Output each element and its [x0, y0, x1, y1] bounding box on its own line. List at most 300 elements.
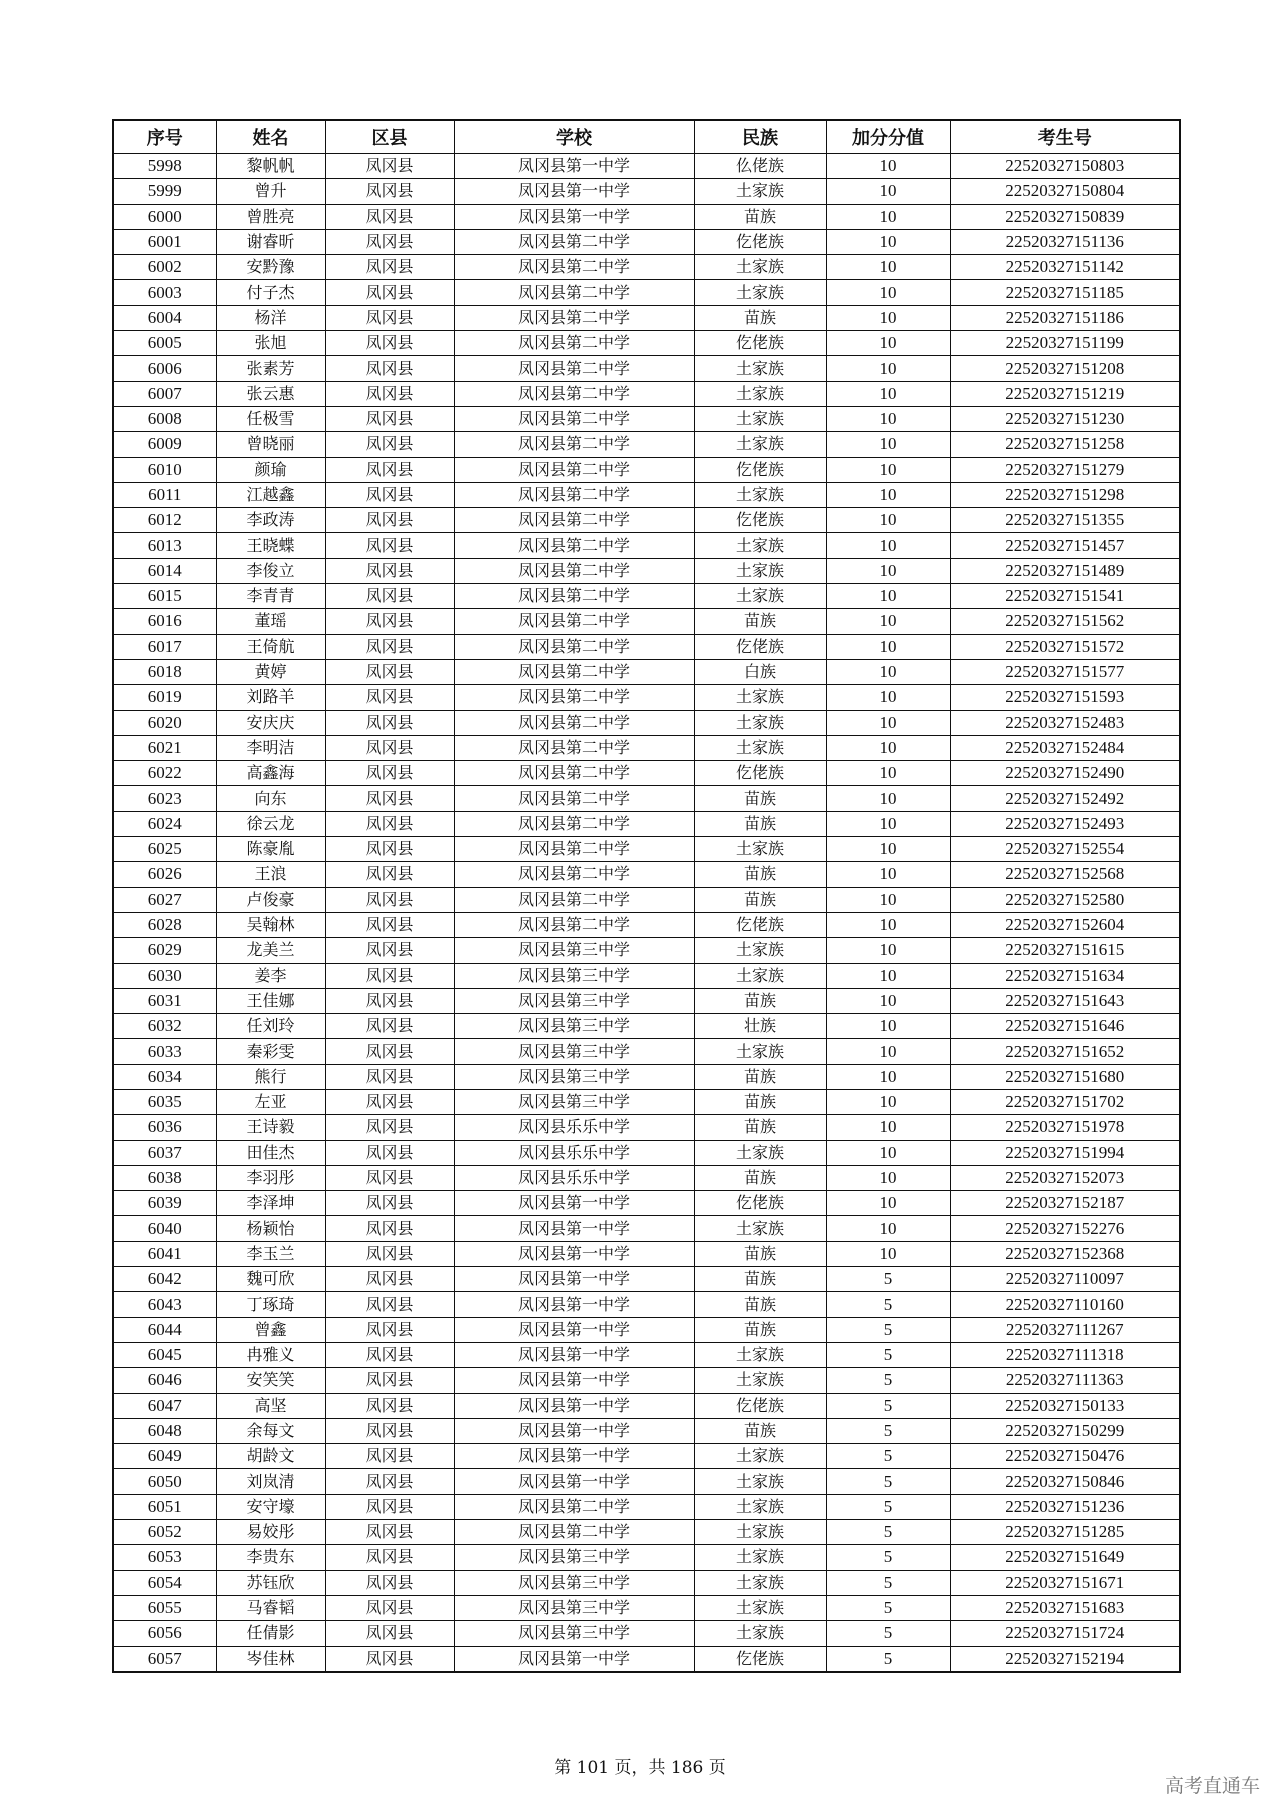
cell-exam-number: 22520327151230	[950, 406, 1180, 431]
cell-exam-number: 22520327151978	[950, 1115, 1180, 1140]
cell-exam-number: 22520327151236	[950, 1494, 1180, 1519]
cell-name: 熊行	[216, 1064, 325, 1089]
cell-bonus-points: 10	[826, 280, 950, 305]
cell-name: 高鑫海	[216, 761, 325, 786]
cell-school: 凤冈县第二中学	[454, 685, 694, 710]
cell-name: 左亚	[216, 1089, 325, 1114]
cell-county: 凤冈县	[325, 584, 454, 609]
cell-school: 凤冈县第一中学	[454, 1444, 694, 1469]
cell-exam-number: 22520327151652	[950, 1039, 1180, 1064]
cell-school: 凤冈县第三中学	[454, 1595, 694, 1620]
cell-bonus-points: 10	[826, 685, 950, 710]
cell-ethnicity: 土家族	[694, 1368, 826, 1393]
cell-name: 秦彩雯	[216, 1039, 325, 1064]
cell-ethnicity: 白族	[694, 659, 826, 684]
table-row	[113, 761, 1180, 786]
cell-school: 凤冈县第一中学	[454, 179, 694, 204]
header-index: 序号	[113, 120, 216, 154]
table-row	[113, 963, 1180, 988]
cell-county: 凤冈县	[325, 685, 454, 710]
table-row	[113, 837, 1180, 862]
cell-name: 王浪	[216, 862, 325, 887]
cell-index: 6044	[113, 1317, 216, 1342]
cell-bonus-points: 5	[826, 1595, 950, 1620]
cell-exam-number: 22520327151541	[950, 584, 1180, 609]
cell-bonus-points: 10	[826, 356, 950, 381]
cell-bonus-points: 10	[826, 432, 950, 457]
header-county: 区县	[325, 120, 454, 154]
table-row	[113, 1418, 1180, 1443]
cell-name: 安黔豫	[216, 255, 325, 280]
cell-index: 6021	[113, 735, 216, 760]
cell-school: 凤冈县第一中学	[454, 1267, 694, 1292]
cell-bonus-points: 10	[826, 533, 950, 558]
table-row	[113, 280, 1180, 305]
cell-school: 凤冈县第二中学	[454, 381, 694, 406]
cell-ethnicity: 土家族	[694, 432, 826, 457]
cell-ethnicity: 苗族	[694, 1267, 826, 1292]
cell-ethnicity: 壮族	[694, 1014, 826, 1039]
cell-bonus-points: 10	[826, 634, 950, 659]
cell-county: 凤冈县	[325, 1241, 454, 1266]
cell-exam-number: 22520327150133	[950, 1393, 1180, 1418]
cell-county: 凤冈县	[325, 1570, 454, 1595]
cell-index: 6032	[113, 1014, 216, 1039]
cell-county: 凤冈县	[325, 1621, 454, 1646]
cell-index: 5999	[113, 179, 216, 204]
cell-school: 凤冈县第二中学	[454, 761, 694, 786]
cell-name: 安庆庆	[216, 710, 325, 735]
cell-exam-number: 22520327151208	[950, 356, 1180, 381]
cell-exam-number: 22520327150299	[950, 1418, 1180, 1443]
cell-bonus-points: 10	[826, 1014, 950, 1039]
cell-index: 6037	[113, 1140, 216, 1165]
cell-exam-number: 22520327151489	[950, 558, 1180, 583]
cell-ethnicity: 苗族	[694, 1165, 826, 1190]
cell-bonus-points: 10	[826, 659, 950, 684]
cell-index: 5998	[113, 154, 216, 179]
cell-county: 凤冈县	[325, 229, 454, 254]
cell-bonus-points: 10	[826, 710, 950, 735]
cell-county: 凤冈县	[325, 1342, 454, 1367]
cell-bonus-points: 10	[826, 1241, 950, 1266]
cell-exam-number: 22520327151671	[950, 1570, 1180, 1595]
cell-bonus-points: 5	[826, 1545, 950, 1570]
cell-name: 李俊立	[216, 558, 325, 583]
cell-exam-number: 22520327151702	[950, 1089, 1180, 1114]
table-row	[113, 331, 1180, 356]
table-row	[113, 1241, 1180, 1266]
cell-name: 冉雅义	[216, 1342, 325, 1367]
cell-exam-number: 22520327151643	[950, 988, 1180, 1013]
cell-ethnicity: 苗族	[694, 204, 826, 229]
header-ethnicity: 民族	[694, 120, 826, 154]
table-row	[113, 1545, 1180, 1570]
cell-school: 凤冈县第二中学	[454, 1494, 694, 1519]
table-row	[113, 811, 1180, 836]
cell-ethnicity: 苗族	[694, 1089, 826, 1114]
cell-bonus-points: 10	[826, 331, 950, 356]
cell-ethnicity: 苗族	[694, 1115, 826, 1140]
table-row	[113, 887, 1180, 912]
cell-name: 丁琢琦	[216, 1292, 325, 1317]
cell-exam-number: 22520327111363	[950, 1368, 1180, 1393]
table-row	[113, 356, 1180, 381]
cell-index: 6028	[113, 912, 216, 937]
cell-index: 6056	[113, 1621, 216, 1646]
cell-name: 易姣彤	[216, 1520, 325, 1545]
table-row	[113, 1014, 1180, 1039]
cell-name: 张素芳	[216, 356, 325, 381]
cell-index: 6025	[113, 837, 216, 862]
cell-index: 6008	[113, 406, 216, 431]
cell-bonus-points: 10	[826, 457, 950, 482]
cell-index: 6010	[113, 457, 216, 482]
cell-ethnicity: 苗族	[694, 609, 826, 634]
cell-school: 凤冈县第二中学	[454, 432, 694, 457]
cell-county: 凤冈县	[325, 988, 454, 1013]
cell-exam-number: 22520327151572	[950, 634, 1180, 659]
cell-exam-number: 22520327151285	[950, 1520, 1180, 1545]
cell-bonus-points: 10	[826, 963, 950, 988]
cell-exam-number: 22520327150476	[950, 1444, 1180, 1469]
table-row	[113, 609, 1180, 634]
cell-bonus-points: 5	[826, 1621, 950, 1646]
cell-ethnicity: 土家族	[694, 685, 826, 710]
cell-index: 6018	[113, 659, 216, 684]
cell-county: 凤冈县	[325, 482, 454, 507]
cell-index: 6030	[113, 963, 216, 988]
cell-school: 凤冈县第二中学	[454, 659, 694, 684]
cell-name: 李明洁	[216, 735, 325, 760]
table-row	[113, 1520, 1180, 1545]
cell-school: 凤冈县第一中学	[454, 1191, 694, 1216]
cell-ethnicity: 土家族	[694, 938, 826, 963]
cell-county: 凤冈县	[325, 1545, 454, 1570]
cell-county: 凤冈县	[325, 1039, 454, 1064]
cell-bonus-points: 5	[826, 1520, 950, 1545]
cell-name: 李青青	[216, 584, 325, 609]
cell-exam-number: 22520327151219	[950, 381, 1180, 406]
cell-exam-number: 22520327152368	[950, 1241, 1180, 1266]
cell-county: 凤冈县	[325, 887, 454, 912]
cell-exam-number: 22520327151186	[950, 305, 1180, 330]
cell-name: 姜李	[216, 963, 325, 988]
cell-exam-number: 22520327152276	[950, 1216, 1180, 1241]
cell-exam-number: 22520327110097	[950, 1267, 1180, 1292]
cell-county: 凤冈县	[325, 1520, 454, 1545]
table-row	[113, 482, 1180, 507]
cell-bonus-points: 5	[826, 1342, 950, 1367]
cell-bonus-points: 10	[826, 761, 950, 786]
cell-exam-number: 22520327152490	[950, 761, 1180, 786]
table-row	[113, 305, 1180, 330]
cell-index: 6019	[113, 685, 216, 710]
header-bonus-points: 加分分值	[826, 120, 950, 154]
cell-exam-number: 22520327151994	[950, 1140, 1180, 1165]
table-row	[113, 1191, 1180, 1216]
cell-bonus-points: 10	[826, 1115, 950, 1140]
cell-school: 凤冈县第二中学	[454, 786, 694, 811]
cell-index: 6011	[113, 482, 216, 507]
cell-name: 李贵东	[216, 1545, 325, 1570]
cell-bonus-points: 5	[826, 1368, 950, 1393]
cell-school: 凤冈县第三中学	[454, 963, 694, 988]
cell-ethnicity: 土家族	[694, 482, 826, 507]
cell-name: 龙美兰	[216, 938, 325, 963]
cell-county: 凤冈县	[325, 255, 454, 280]
cell-exam-number: 22520327151680	[950, 1064, 1180, 1089]
cell-exam-number: 22520327150804	[950, 179, 1180, 204]
cell-ethnicity: 苗族	[694, 1292, 826, 1317]
cell-school: 凤冈县乐乐中学	[454, 1115, 694, 1140]
cell-county: 凤冈县	[325, 938, 454, 963]
cell-school: 凤冈县第三中学	[454, 938, 694, 963]
cell-ethnicity: 土家族	[694, 837, 826, 862]
cell-county: 凤冈县	[325, 1165, 454, 1190]
cell-index: 6023	[113, 786, 216, 811]
cell-county: 凤冈县	[325, 1444, 454, 1469]
cell-exam-number: 22520327152484	[950, 735, 1180, 760]
cell-exam-number: 22520327151355	[950, 508, 1180, 533]
cell-bonus-points: 5	[826, 1646, 950, 1672]
cell-bonus-points: 10	[826, 735, 950, 760]
cell-name: 苏钰欣	[216, 1570, 325, 1595]
cell-exam-number: 22520327151683	[950, 1595, 1180, 1620]
cell-county: 凤冈县	[325, 1267, 454, 1292]
cell-county: 凤冈县	[325, 406, 454, 431]
cell-ethnicity: 土家族	[694, 1545, 826, 1570]
cell-school: 凤冈县第二中学	[454, 887, 694, 912]
cell-name: 王晓蝶	[216, 533, 325, 558]
cell-school: 凤冈县第一中学	[454, 1469, 694, 1494]
cell-ethnicity: 土家族	[694, 710, 826, 735]
cell-school: 凤冈县第一中学	[454, 154, 694, 179]
table-row	[113, 229, 1180, 254]
table-row	[113, 938, 1180, 963]
cell-school: 凤冈县第一中学	[454, 1317, 694, 1342]
cell-bonus-points: 5	[826, 1570, 950, 1595]
cell-name: 田佳杰	[216, 1140, 325, 1165]
cell-ethnicity: 苗族	[694, 1241, 826, 1266]
cell-county: 凤冈县	[325, 1089, 454, 1114]
cell-index: 6045	[113, 1342, 216, 1367]
cell-county: 凤冈县	[325, 1064, 454, 1089]
cell-name: 余每文	[216, 1418, 325, 1443]
cell-county: 凤冈县	[325, 1646, 454, 1672]
cell-exam-number: 22520327151457	[950, 533, 1180, 558]
cell-index: 6020	[113, 710, 216, 735]
table-row	[113, 558, 1180, 583]
cell-exam-number: 22520327151199	[950, 331, 1180, 356]
cell-index: 6040	[113, 1216, 216, 1241]
cell-school: 凤冈县第二中学	[454, 735, 694, 760]
cell-bonus-points: 10	[826, 1089, 950, 1114]
cell-name: 王倚航	[216, 634, 325, 659]
cell-bonus-points: 10	[826, 406, 950, 431]
cell-ethnicity: 仡佬族	[694, 457, 826, 482]
cell-exam-number: 22520327110160	[950, 1292, 1180, 1317]
table-row	[113, 406, 1180, 431]
cell-name: 曾晓丽	[216, 432, 325, 457]
cell-name: 李泽坤	[216, 1191, 325, 1216]
cell-school: 凤冈县第二中学	[454, 584, 694, 609]
cell-index: 6006	[113, 356, 216, 381]
cell-index: 6039	[113, 1191, 216, 1216]
cell-exam-number: 22520327150839	[950, 204, 1180, 229]
cell-exam-number: 22520327152492	[950, 786, 1180, 811]
table-row	[113, 659, 1180, 684]
table-row	[113, 634, 1180, 659]
cell-name: 向东	[216, 786, 325, 811]
cell-ethnicity: 仡佬族	[694, 761, 826, 786]
cell-ethnicity: 土家族	[694, 381, 826, 406]
cell-exam-number: 22520327152580	[950, 887, 1180, 912]
table-row	[113, 1165, 1180, 1190]
cell-bonus-points: 10	[826, 609, 950, 634]
cell-exam-number: 22520327152493	[950, 811, 1180, 836]
cell-bonus-points: 5	[826, 1317, 950, 1342]
cell-exam-number: 22520327151136	[950, 229, 1180, 254]
cell-name: 杨洋	[216, 305, 325, 330]
cell-school: 凤冈县第二中学	[454, 811, 694, 836]
cell-county: 凤冈县	[325, 1595, 454, 1620]
cell-name: 谢睿昕	[216, 229, 325, 254]
cell-ethnicity: 苗族	[694, 862, 826, 887]
cell-name: 吴翰林	[216, 912, 325, 937]
cell-school: 凤冈县第三中学	[454, 1621, 694, 1646]
cell-county: 凤冈县	[325, 1140, 454, 1165]
table-row	[113, 584, 1180, 609]
cell-county: 凤冈县	[325, 1418, 454, 1443]
cell-index: 6007	[113, 381, 216, 406]
cell-index: 6034	[113, 1064, 216, 1089]
cell-ethnicity: 仡佬族	[694, 331, 826, 356]
table-row	[113, 1646, 1180, 1672]
candidate-table	[112, 119, 1181, 1673]
cell-school: 凤冈县第二中学	[454, 508, 694, 533]
table-row	[113, 1140, 1180, 1165]
cell-ethnicity: 土家族	[694, 584, 826, 609]
cell-school: 凤冈县第二中学	[454, 912, 694, 937]
cell-name: 颜瑜	[216, 457, 325, 482]
cell-name: 安笑笑	[216, 1368, 325, 1393]
cell-exam-number: 22520327152194	[950, 1646, 1180, 1672]
cell-school: 凤冈县第三中学	[454, 1545, 694, 1570]
cell-exam-number: 22520327152554	[950, 837, 1180, 862]
cell-bonus-points: 10	[826, 508, 950, 533]
cell-ethnicity: 土家族	[694, 1216, 826, 1241]
cell-index: 6057	[113, 1646, 216, 1672]
cell-school: 凤冈县第三中学	[454, 1570, 694, 1595]
cell-ethnicity: 土家族	[694, 1342, 826, 1367]
cell-school: 凤冈县第二中学	[454, 482, 694, 507]
cell-index: 6049	[113, 1444, 216, 1469]
cell-name: 安守壕	[216, 1494, 325, 1519]
cell-bonus-points: 10	[826, 837, 950, 862]
table-row	[113, 1368, 1180, 1393]
cell-bonus-points: 10	[826, 204, 950, 229]
cell-name: 刘岚清	[216, 1469, 325, 1494]
cell-bonus-points: 10	[826, 786, 950, 811]
cell-index: 6004	[113, 305, 216, 330]
cell-county: 凤冈县	[325, 1115, 454, 1140]
cell-county: 凤冈县	[325, 659, 454, 684]
cell-county: 凤冈县	[325, 280, 454, 305]
table-row	[113, 1089, 1180, 1114]
cell-name: 付子杰	[216, 280, 325, 305]
table-row	[113, 1621, 1180, 1646]
table-row	[113, 1342, 1180, 1367]
cell-school: 凤冈县第一中学	[454, 1646, 694, 1672]
cell-ethnicity: 苗族	[694, 786, 826, 811]
cell-school: 凤冈县第二中学	[454, 280, 694, 305]
table-row	[113, 204, 1180, 229]
header-exam-number: 考生号	[950, 120, 1180, 154]
cell-county: 凤冈县	[325, 381, 454, 406]
cell-name: 刘路羊	[216, 685, 325, 710]
cell-index: 6026	[113, 862, 216, 887]
cell-bonus-points: 10	[826, 229, 950, 254]
cell-ethnicity: 土家族	[694, 1621, 826, 1646]
cell-name: 高坚	[216, 1393, 325, 1418]
table-row	[113, 457, 1180, 482]
table-row	[113, 862, 1180, 887]
table-row	[113, 710, 1180, 735]
cell-exam-number: 22520327151649	[950, 1545, 1180, 1570]
table-row	[113, 786, 1180, 811]
cell-ethnicity: 土家族	[694, 255, 826, 280]
cell-name: 张旭	[216, 331, 325, 356]
cell-school: 凤冈县第一中学	[454, 1241, 694, 1266]
cell-school: 凤冈县第二中学	[454, 229, 694, 254]
cell-ethnicity: 仡佬族	[694, 634, 826, 659]
cell-school: 凤冈县第二中学	[454, 558, 694, 583]
cell-county: 凤冈县	[325, 963, 454, 988]
table-row	[113, 685, 1180, 710]
cell-name: 王佳娜	[216, 988, 325, 1013]
cell-county: 凤冈县	[325, 1494, 454, 1519]
cell-index: 6001	[113, 229, 216, 254]
cell-county: 凤冈县	[325, 1014, 454, 1039]
cell-county: 凤冈县	[325, 609, 454, 634]
cell-name: 曾胜亮	[216, 204, 325, 229]
cell-county: 凤冈县	[325, 1191, 454, 1216]
cell-ethnicity: 土家族	[694, 533, 826, 558]
cell-bonus-points: 10	[826, 381, 950, 406]
cell-exam-number: 22520327111267	[950, 1317, 1180, 1342]
table-row	[113, 1216, 1180, 1241]
cell-name: 李玉兰	[216, 1241, 325, 1266]
cell-bonus-points: 5	[826, 1393, 950, 1418]
table-row	[113, 1064, 1180, 1089]
cell-ethnicity: 苗族	[694, 988, 826, 1013]
cell-index: 6013	[113, 533, 216, 558]
cell-index: 6003	[113, 280, 216, 305]
cell-school: 凤冈县第三中学	[454, 1064, 694, 1089]
cell-school: 凤冈县第三中学	[454, 1089, 694, 1114]
cell-bonus-points: 10	[826, 887, 950, 912]
table-row	[113, 912, 1180, 937]
table-row	[113, 1595, 1180, 1620]
header-school: 学校	[454, 120, 694, 154]
cell-exam-number: 22520327151258	[950, 432, 1180, 457]
cell-school: 凤冈县第二中学	[454, 837, 694, 862]
cell-ethnicity: 土家族	[694, 280, 826, 305]
cell-bonus-points: 10	[826, 584, 950, 609]
cell-bonus-points: 10	[826, 1165, 950, 1190]
table-row	[113, 255, 1180, 280]
